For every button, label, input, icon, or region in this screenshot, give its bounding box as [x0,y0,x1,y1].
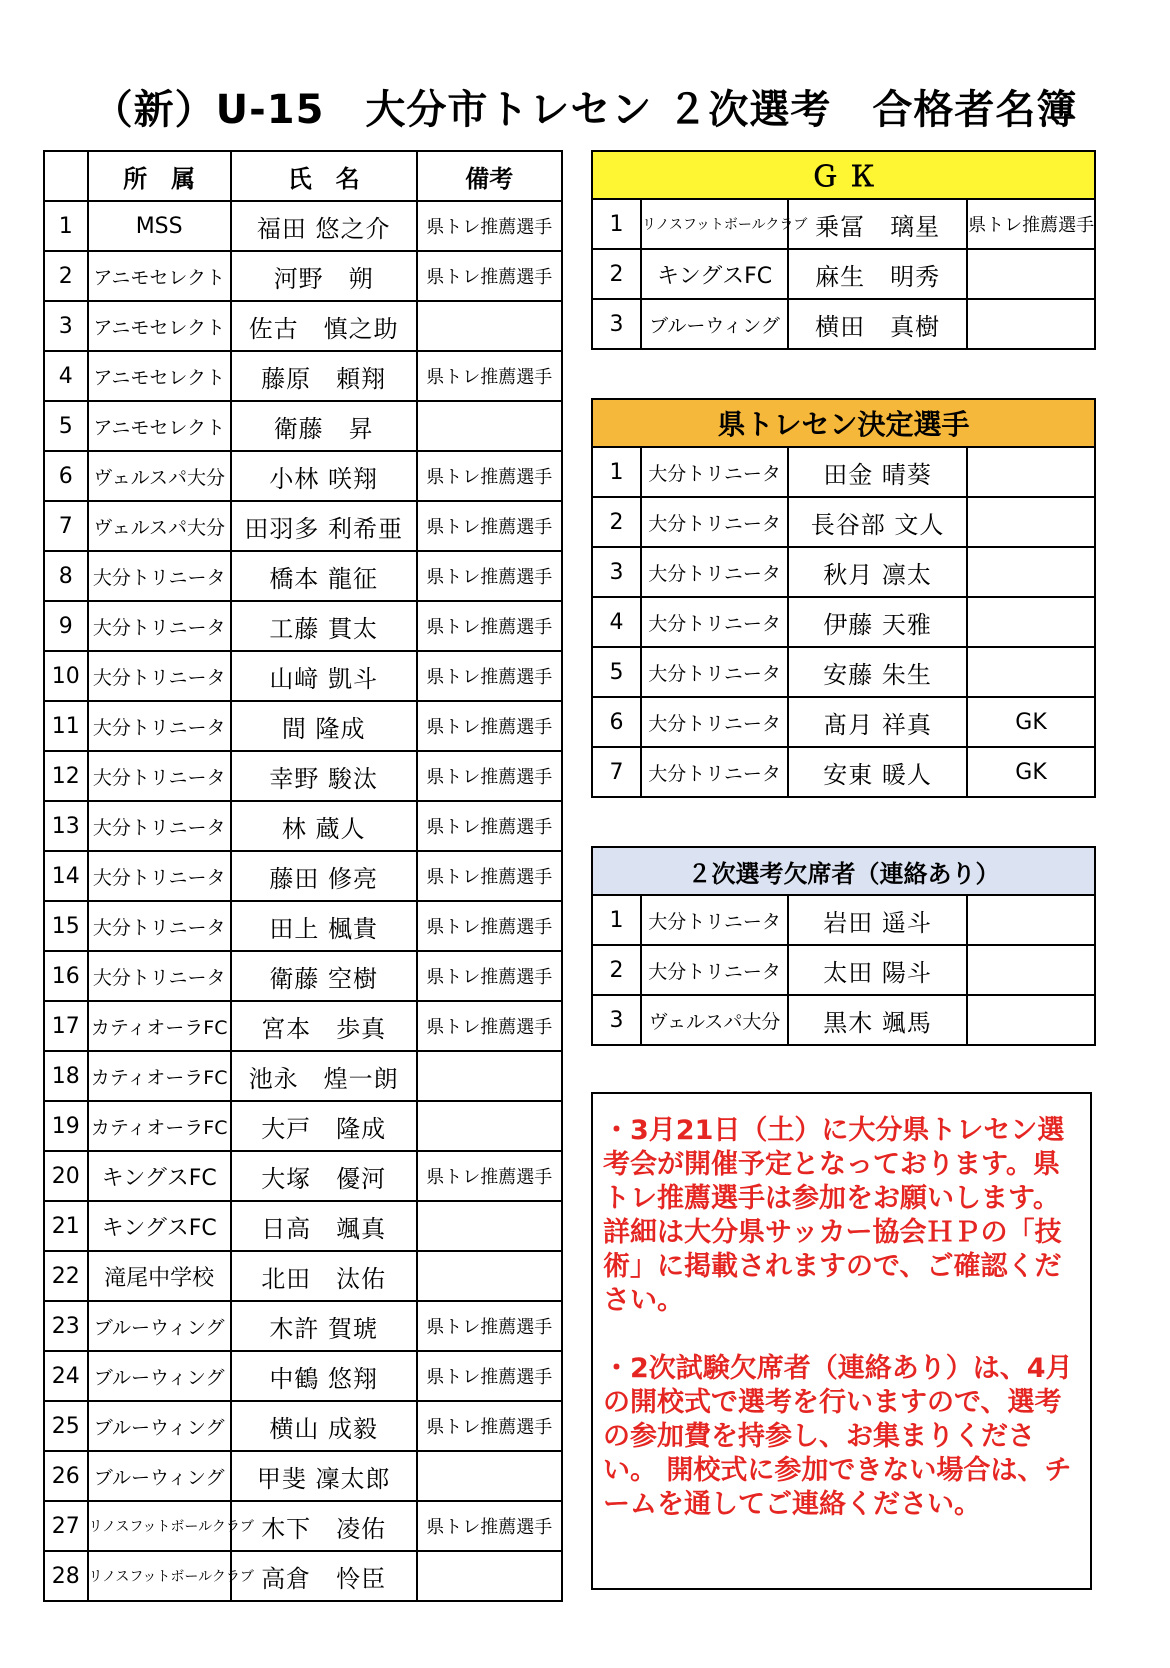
player-name: 岩田 遥斗 [788,895,967,945]
player-name: 大塚 優河 [231,1151,417,1201]
player-name: 池永 煌一朗 [231,1051,417,1101]
remarks-cell [417,401,562,451]
table-row [592,747,1095,797]
club-cell: ヴェルスパ大分 [88,451,231,501]
table-row [44,1301,562,1351]
club-cell: 大分トリニータ [641,647,788,697]
club-cell: 大分トリニータ [641,447,788,497]
remarks-cell: 県トレ推薦選手 [417,901,562,951]
row-number: 2 [592,497,641,547]
player-name: 中鶴 悠翔 [231,1351,417,1401]
roster-table [43,150,563,1602]
table-row [44,301,562,351]
table-row [592,895,1095,945]
club-cell: 大分トリニータ [88,851,231,901]
table-row [44,451,562,501]
player-name: 甲斐 凜太郎 [231,1451,417,1501]
row-number: 15 [44,901,88,951]
club-cell: カティオーラFC [88,1051,231,1101]
notice-paragraph-2: ・2次試験欠席者（連絡あり）は、4月の開校式で選考を行いますので、選考の参加費を持参し、お集まりください。 開校式に参加できない場合は、チームを通してご連絡ください。 [603,1353,1073,1520]
row-number: 9 [44,601,88,651]
table-row [44,851,562,901]
row-number: 7 [592,747,641,797]
header-cell: 氏 名 [231,151,417,201]
remarks-cell: 県トレ推薦選手 [967,199,1095,249]
table-row [44,351,562,401]
club-cell: ブルーウィング [641,299,788,349]
remarks-cell: 県トレ推薦選手 [417,601,562,651]
club-cell: キングスFC [88,1201,231,1251]
table-row [44,1501,562,1551]
remarks-cell: 県トレ推薦選手 [417,651,562,701]
table-row [592,597,1095,647]
row-number: 3 [592,547,641,597]
club-cell: ヴェルスパ大分 [641,995,788,1045]
table-row [44,251,562,301]
table-row [592,547,1095,597]
player-name: 田羽多 利希亜 [231,501,417,551]
row-number: 12 [44,751,88,801]
table-row [592,447,1095,497]
club-cell: 大分トリニータ [641,547,788,597]
remarks-cell [967,895,1095,945]
table-row [44,651,562,701]
player-name: 林 蔵人 [231,801,417,851]
table-row [592,199,1095,249]
absent-title: ２次選考欠席者（連絡あり） [592,847,1095,895]
player-name: 小林 咲翔 [231,451,417,501]
club-cell: 大分トリニータ [88,551,231,601]
row-number: 22 [44,1251,88,1301]
row-number: 17 [44,1001,88,1051]
row-number: 1 [592,199,641,249]
row-number: 4 [44,351,88,401]
club-cell: キングスFC [641,249,788,299]
player-name: 髙月 祥真 [788,697,967,747]
table-row [44,601,562,651]
club-cell: 大分トリニータ [88,901,231,951]
row-number: 7 [44,501,88,551]
player-name: 麻生 明秀 [788,249,967,299]
remarks-cell [417,1251,562,1301]
remarks-cell [967,647,1095,697]
row-number: 2 [44,251,88,301]
table-row [44,1451,562,1501]
row-number: 21 [44,1201,88,1251]
gk-title: Ｇ Ｋ [592,151,1095,199]
player-name: 日高 颯真 [231,1201,417,1251]
player-name: 橋本 龍征 [231,551,417,601]
row-number: 28 [44,1551,88,1601]
row-number: 3 [44,301,88,351]
player-name: 福田 悠之介 [231,201,417,251]
table-row [44,1251,562,1301]
club-cell: 大分トリニータ [641,697,788,747]
row-number: 20 [44,1151,88,1201]
player-name: 秋月 凛太 [788,547,967,597]
absent-table [591,846,1096,1046]
remarks-cell: 県トレ推薦選手 [417,751,562,801]
row-number: 3 [592,995,641,1045]
remarks-cell [417,1101,562,1151]
club-cell: ヴェルスパ大分 [88,501,231,551]
remarks-cell [967,597,1095,647]
player-name: 佐古 慎之助 [231,301,417,351]
club-cell: リノスフットボールクラブ [88,1551,231,1601]
table-row [44,701,562,751]
page-title: （新）U-15 大分市トレセン ２次選考 合格者名簿 [92,87,1078,133]
player-name: 横山 成毅 [231,1401,417,1451]
row-number: 18 [44,1051,88,1101]
player-name: 伊藤 天雅 [788,597,967,647]
club-cell: リノスフットボールクラブ [641,199,788,249]
table-row [592,945,1095,995]
remarks-cell: 県トレ推薦選手 [417,1501,562,1551]
club-cell: アニモセレクト [88,351,231,401]
remarks-cell [417,1201,562,1251]
player-name: 宮本 歩真 [231,1001,417,1051]
row-number: 25 [44,1401,88,1451]
remarks-cell [967,945,1095,995]
notice-box [591,1092,1092,1590]
remarks-cell: 県トレ推薦選手 [417,801,562,851]
club-cell: 大分トリニータ [641,945,788,995]
player-name: 乗冨 璃星 [788,199,967,249]
player-name: 山﨑 凱斗 [231,651,417,701]
player-name: 藤原 頼翔 [231,351,417,401]
player-name: 横田 真樹 [788,299,967,349]
roster-header [44,151,562,201]
table-row [592,647,1095,697]
table-row [44,401,562,451]
row-number: 6 [44,451,88,501]
remarks-cell: 県トレ推薦選手 [417,201,562,251]
remarks-cell [417,1551,562,1601]
remarks-cell: 県トレ推薦選手 [417,351,562,401]
table-row [44,751,562,801]
player-name: 工藤 貫太 [231,601,417,651]
player-name: 衛藤 空樹 [231,951,417,1001]
club-cell: 滝尾中学校 [88,1251,231,1301]
row-number: 16 [44,951,88,1001]
remarks-cell [967,497,1095,547]
remarks-cell: 県トレ推薦選手 [417,451,562,501]
table-row [44,801,562,851]
player-name: 幸野 駿汰 [231,751,417,801]
remarks-cell [967,995,1095,1045]
table-row [592,299,1095,349]
club-cell: ブルーウィング [88,1451,231,1501]
table-row [44,1351,562,1401]
club-cell: 大分トリニータ [88,801,231,851]
club-cell: ブルーウィング [88,1351,231,1401]
row-number: 11 [44,701,88,751]
table-row [44,501,562,551]
remarks-cell: GK [967,697,1095,747]
table-row [44,1401,562,1451]
club-cell: 大分トリニータ [641,895,788,945]
remarks-cell [967,249,1095,299]
remarks-cell [417,1451,562,1501]
remarks-cell [417,1051,562,1101]
club-cell: 大分トリニータ [641,597,788,647]
player-name: 藤田 修亮 [231,851,417,901]
table-row [44,901,562,951]
table-row [592,995,1095,1045]
club-cell: アニモセレクト [88,401,231,451]
row-number: 3 [592,299,641,349]
row-number: 19 [44,1101,88,1151]
remarks-cell: 県トレ推薦選手 [417,951,562,1001]
player-name: 田金 晴葵 [788,447,967,497]
table-row [592,697,1095,747]
row-number: 4 [592,597,641,647]
row-number: 5 [592,647,641,697]
club-cell: カティオーラFC [88,1101,231,1151]
row-number: 10 [44,651,88,701]
remarks-cell: 県トレ推薦選手 [417,1001,562,1051]
club-cell: リノスフットボールクラブ [88,1501,231,1551]
player-name: 黒木 颯馬 [788,995,967,1045]
remarks-cell: 県トレ推薦選手 [417,701,562,751]
player-name: 木下 凌佑 [231,1501,417,1551]
remarks-cell: GK [967,747,1095,797]
club-cell: 大分トリニータ [641,747,788,797]
row-number: 8 [44,551,88,601]
club-cell: アニモセレクト [88,301,231,351]
kentore-table [591,398,1096,798]
row-number: 23 [44,1301,88,1351]
player-name: 安藤 朱生 [788,647,967,697]
remarks-cell: 県トレ推薦選手 [417,1301,562,1351]
remarks-cell: 県トレ推薦選手 [417,551,562,601]
club-cell: アニモセレクト [88,251,231,301]
club-cell: 大分トリニータ [88,651,231,701]
table-row [44,551,562,601]
row-number: 6 [592,697,641,747]
remarks-cell: 県トレ推薦選手 [417,1351,562,1401]
club-cell: 大分トリニータ [88,701,231,751]
header-cell: 所 属 [88,151,231,201]
row-number: 2 [592,945,641,995]
player-name: 太田 陽斗 [788,945,967,995]
row-number: 14 [44,851,88,901]
header-cell [44,151,88,201]
row-number: 13 [44,801,88,851]
remarks-cell [967,299,1095,349]
row-number: 1 [592,895,641,945]
player-name: 河野 朔 [231,251,417,301]
table-row [44,1051,562,1101]
table-row [44,1001,562,1051]
gk-table [591,150,1096,350]
player-name: 間 隆成 [231,701,417,751]
remarks-cell: 県トレ推薦選手 [417,1151,562,1201]
kentore-title: 県トレセン決定選手 [592,399,1095,447]
table-row [44,1201,562,1251]
player-name: 長谷部 文人 [788,497,967,547]
remarks-cell: 県トレ推薦選手 [417,251,562,301]
row-number: 26 [44,1451,88,1501]
table-row [592,497,1095,547]
player-name: 北田 汰佑 [231,1251,417,1301]
player-name: 大戸 隆成 [231,1101,417,1151]
remarks-cell: 県トレ推薦選手 [417,1401,562,1451]
row-number: 1 [44,201,88,251]
player-name: 木許 賀琥 [231,1301,417,1351]
player-name: 田上 楓貴 [231,901,417,951]
player-name: 衛藤 昇 [231,401,417,451]
player-name: 安東 暖人 [788,747,967,797]
table-row [44,1151,562,1201]
header-cell: 備考 [417,151,562,201]
club-cell: ブルーウィング [88,1401,231,1451]
row-number: 27 [44,1501,88,1551]
player-name: 高倉 怜臣 [231,1551,417,1601]
remarks-cell: 県トレ推薦選手 [417,851,562,901]
table-row [592,249,1095,299]
club-cell: MSS [88,201,231,251]
remarks-cell: 県トレ推薦選手 [417,501,562,551]
row-number: 1 [592,447,641,497]
remarks-cell [967,447,1095,497]
table-row [44,201,562,251]
table-row [44,1101,562,1151]
notice-paragraph-1: ・3月21日（土）に大分県トレセン選考会が開催予定となっております。県トレ推薦選手は参加をお願いします。 詳細は大分県サッカー協会ＨＰの「技術」に掲載されますので、ご確認ください。 [603,1115,1065,1316]
club-cell: 大分トリニータ [88,601,231,651]
club-cell: ブルーウィング [88,1301,231,1351]
table-row [44,1551,562,1601]
club-cell: 大分トリニータ [641,497,788,547]
club-cell: キングスFC [88,1151,231,1201]
club-cell: 大分トリニータ [88,751,231,801]
remarks-cell [417,301,562,351]
row-number: 5 [44,401,88,451]
club-cell: カティオーラFC [88,1001,231,1051]
row-number: 24 [44,1351,88,1401]
club-cell: 大分トリニータ [88,951,231,1001]
table-row [44,951,562,1001]
remarks-cell [967,547,1095,597]
row-number: 2 [592,249,641,299]
